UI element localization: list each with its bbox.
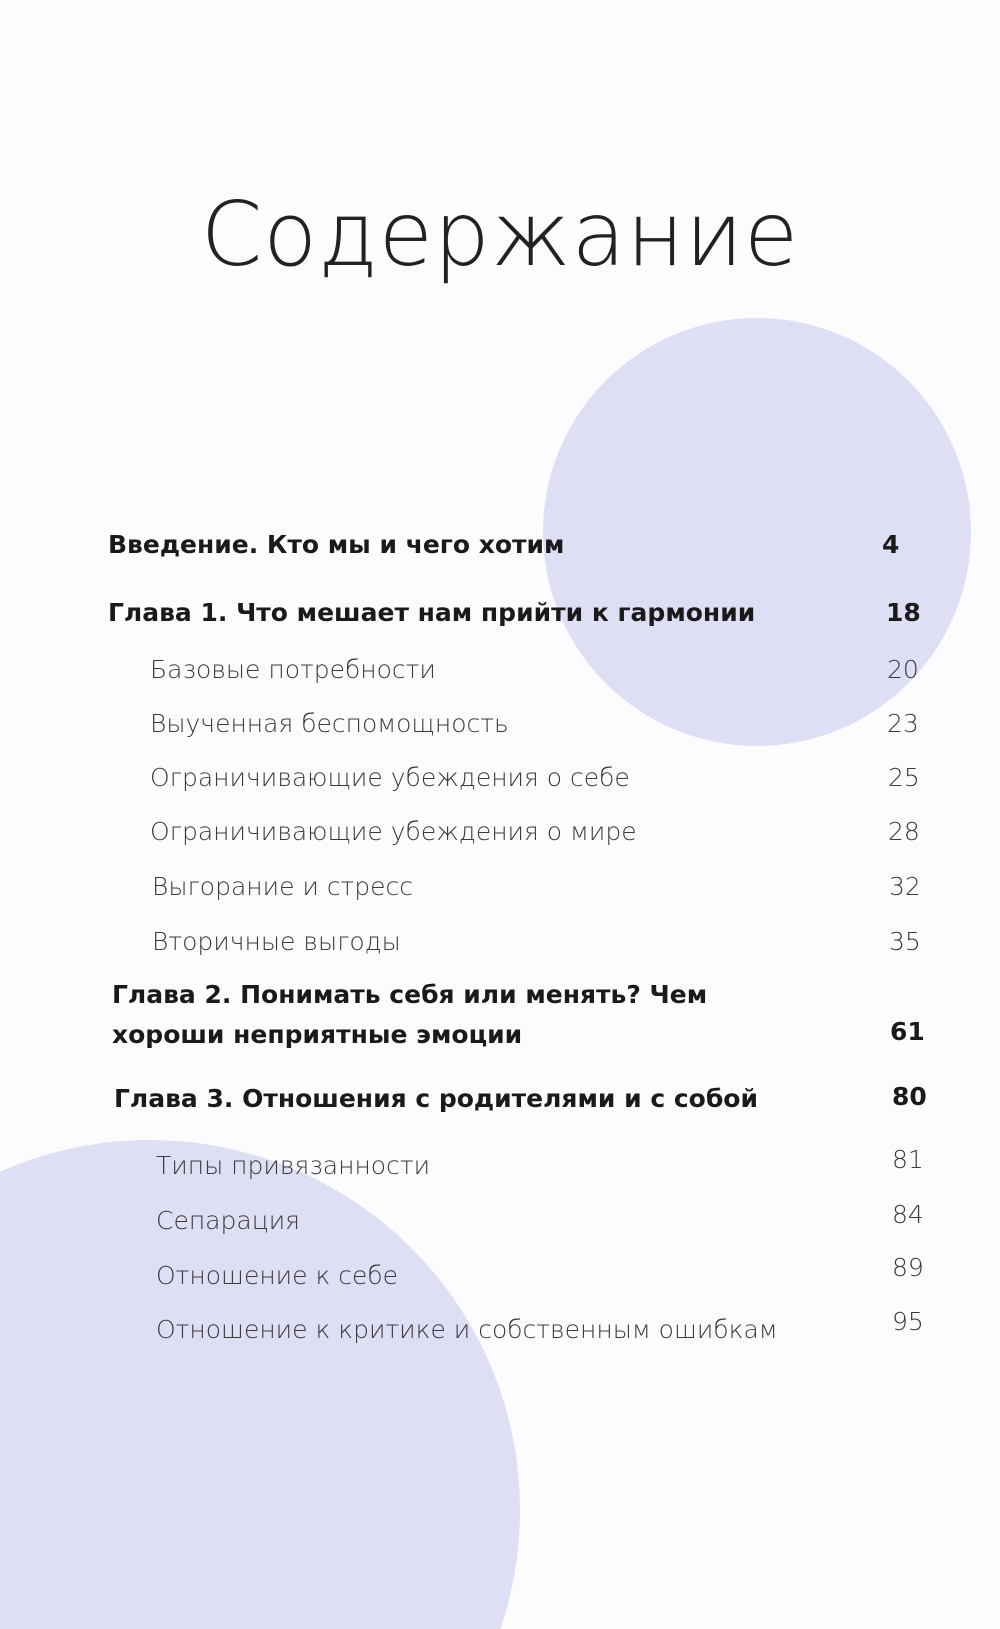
toc-entry-label: Отношение к себе xyxy=(156,1261,399,1290)
toc-entry-page: 80 xyxy=(892,1082,927,1111)
toc-entry-label: Сепарация xyxy=(156,1206,300,1235)
toc-entry-label: Типы привязанности xyxy=(156,1151,431,1180)
toc-entry-page: 61 xyxy=(890,1017,925,1046)
toc-entry-page: 4 xyxy=(882,530,900,559)
toc-entry-label: Выученная беспомощность xyxy=(150,709,509,738)
toc-entry-label: Ограничивающие убеждения о себе xyxy=(150,763,630,792)
toc-entry-page: 89 xyxy=(892,1253,924,1282)
toc-entry-label: Отношение к критике и собственным ошибкам xyxy=(156,1315,778,1344)
toc-entry-page: 25 xyxy=(888,763,920,792)
toc-entry-label: Введение. Кто мы и чего хотим xyxy=(108,530,565,559)
toc-entry-page: 23 xyxy=(887,709,919,738)
toc-entry-label: Вторичные выгоды xyxy=(152,927,401,956)
toc-entry-page: 81 xyxy=(892,1145,924,1174)
toc-entry-label: Выгорание и стресс xyxy=(152,872,414,901)
toc-entry-page: 20 xyxy=(887,655,919,684)
page-title: Содержание xyxy=(200,183,800,286)
toc-entry-page: 32 xyxy=(889,872,921,901)
toc-entry-label: Базовые потребности xyxy=(150,655,436,684)
toc-entry-page: 18 xyxy=(886,598,921,627)
toc-entry-label: Глава 3. Отношения с родителями и с собой xyxy=(114,1084,758,1113)
toc-entry-page: 84 xyxy=(892,1200,924,1229)
toc-entry-label: Ограничивающие убеждения о мире xyxy=(150,817,637,846)
toc-entry-page: 28 xyxy=(888,817,920,846)
toc-entry-label: Глава 2. Понимать себя или менять? Чем хороши неприятные эмоции xyxy=(112,980,708,1049)
toc-entry-page: 95 xyxy=(892,1307,924,1336)
toc-entry-label: Глава 1. Что мешает нам прийти к гармонии xyxy=(108,598,756,627)
toc-entry-page: 35 xyxy=(889,927,921,956)
